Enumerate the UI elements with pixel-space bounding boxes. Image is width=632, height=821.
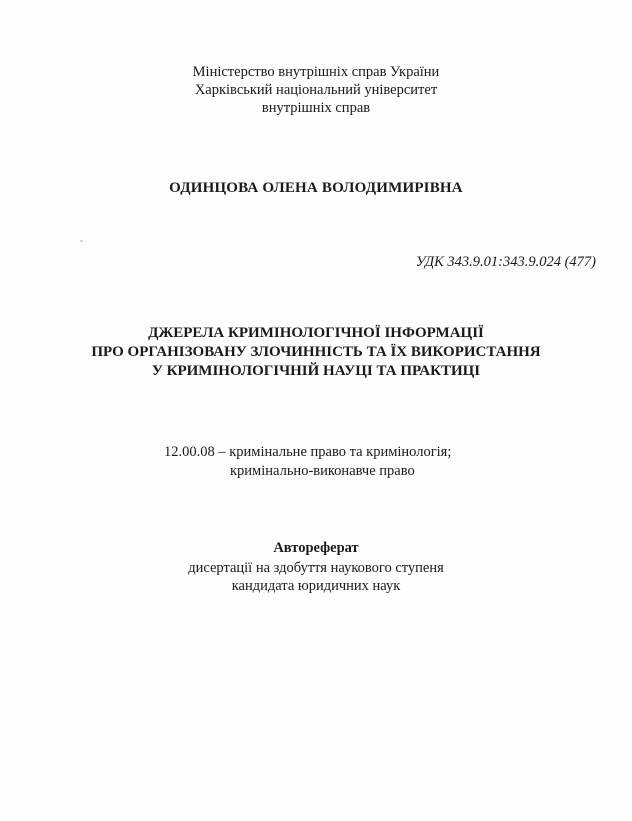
abstract-block bbox=[0, 539, 632, 595]
abstract-line-1: дисертації на здобуття наукового ступеня bbox=[188, 560, 444, 576]
institution-header bbox=[0, 63, 632, 117]
udk-code: УДК 343.9.01:343.9.024 (477) bbox=[415, 254, 596, 270]
title-line-2: ПРО ОРГАНІЗОВАНУ ЗЛОЧИННІСТЬ ТА ЇХ ВИКОРИСТАННЯ bbox=[91, 344, 541, 360]
author-name: ОДИНЦОВА ОЛЕНА ВОЛОДИМИРІВНА bbox=[169, 180, 463, 196]
specialty-line-2: кримінально-виконавче право bbox=[230, 463, 415, 479]
scan-speck bbox=[80, 240, 83, 242]
title-line-3: У КРИМІНОЛОГІЧНІЙ НАУЦІ ТА ПРАКТИЦІ bbox=[151, 363, 481, 379]
specialty-line-1: 12.00.08 – кримінальне право та кримінологія; bbox=[164, 444, 452, 460]
specialty-code bbox=[164, 443, 451, 481]
abstract-heading: Автореферат bbox=[273, 540, 359, 556]
title-line-1: ДЖЕРЕЛА КРИМІНОЛОГІЧНОЇ ІНФОРМАЦІЇ bbox=[148, 325, 484, 341]
abstract-line-2: кандидата юридичних наук bbox=[231, 578, 401, 594]
university-line-1: Харківський національний університет bbox=[194, 82, 438, 98]
university-line-2: внутрішніх справ bbox=[261, 100, 371, 116]
ministry-line: Міністерство внутрішніх справ України bbox=[192, 64, 440, 80]
dissertation-title bbox=[0, 324, 632, 381]
